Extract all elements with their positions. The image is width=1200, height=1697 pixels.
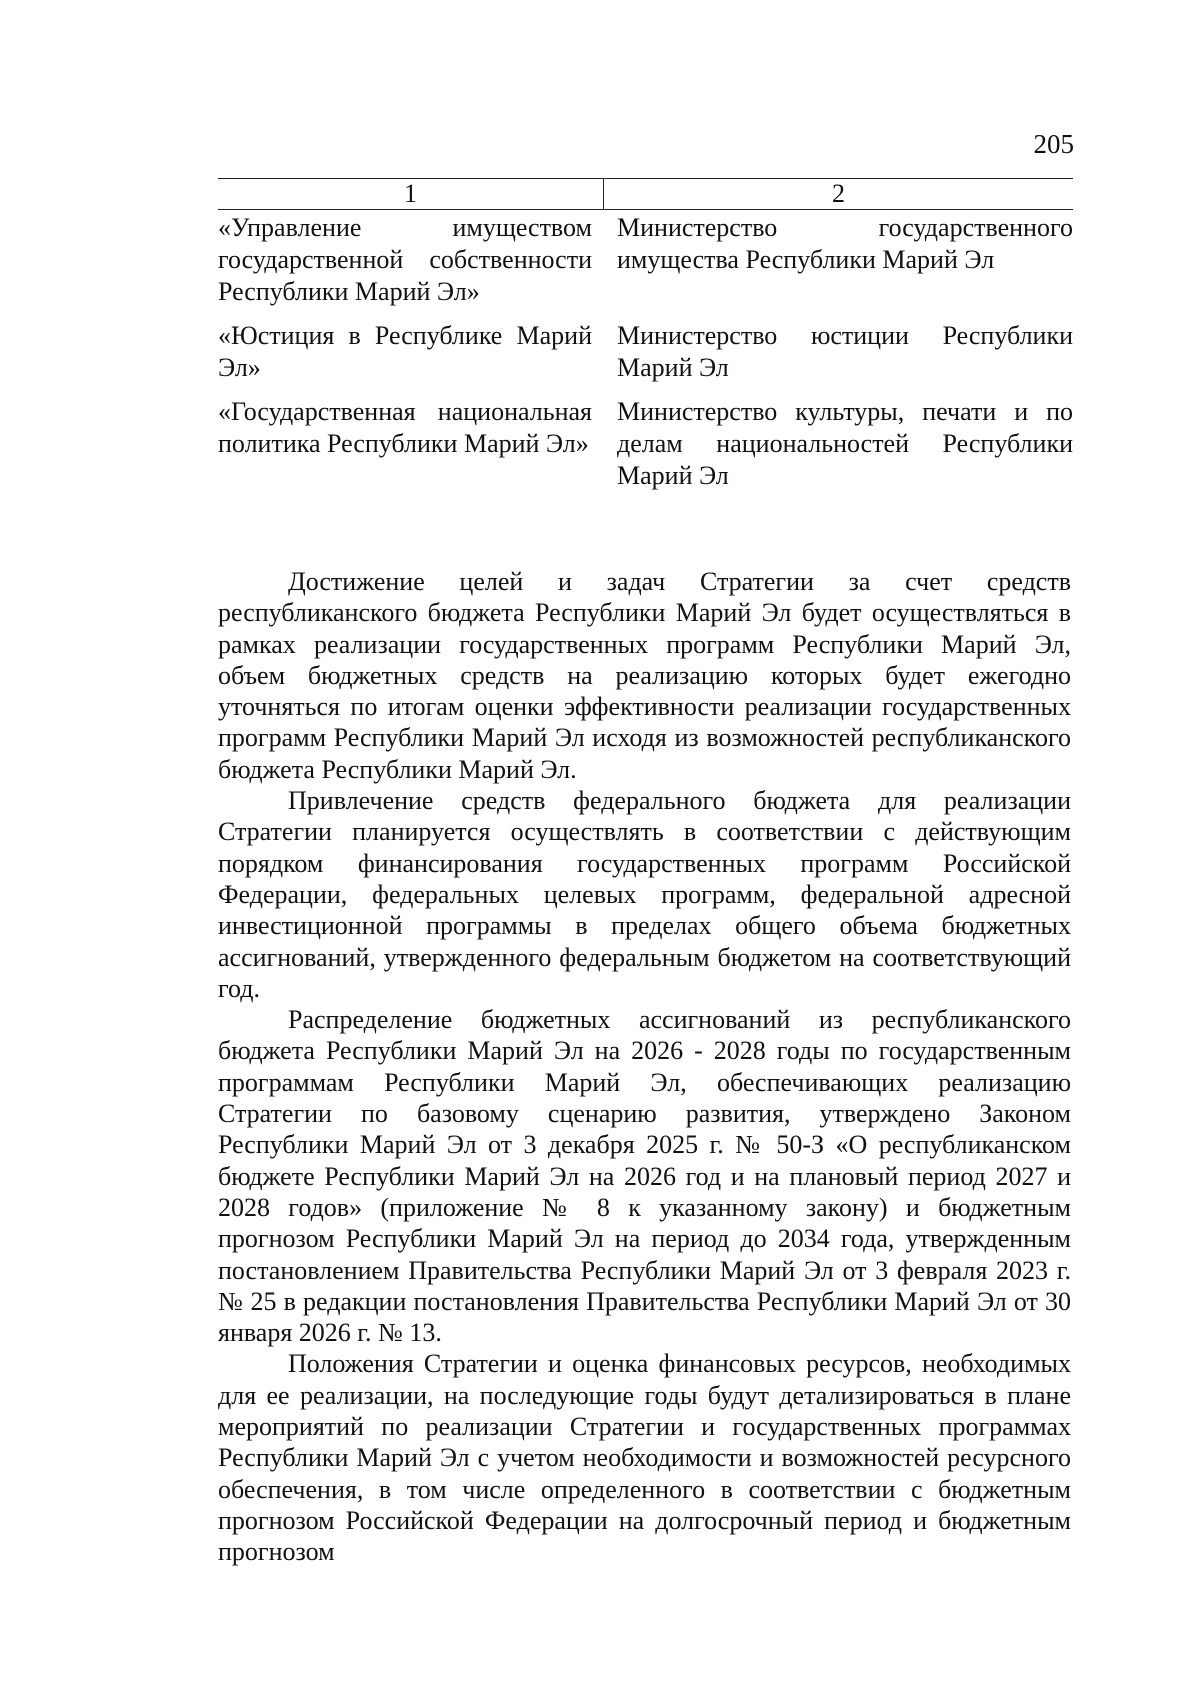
programs-table (218, 178, 1073, 492)
paragraph: Достижение целей и задач Стратегии за счет средств республиканского бюджета Республики Марий Эл будет осуществляться в рамках реализации государственных программ Республики Марий Эл, объем бюджетных средств на реализацию которых будет ежегодно уточняться по итогам оценки эффективности реализации государственных программ Республики Марий Эл исходя из возможностей республиканского бюджета Республики Марий Эл. (218, 567, 1071, 784)
table-row (218, 396, 1073, 492)
executor-cell: Министерство культуры, печати и по делам национальностей Республики Марий Эл (617, 397, 1073, 490)
paragraph: Распределение бюджетных ассигнований из республиканского бюджета Республики Марий Эл на 2026 - 2028 годы по государственным программам Республики Марий Эл, обеспечивающих реализацию Стратегии по базовому сценарию развития, утверждено Законом Республики Марий Эл от 3 декабря 2025 г. № 50-З «О республиканском бюджете Республики Марий Эл на 2026 год и на плановый период 2027 и 2028 годов» (приложение № 8 к указанному закону) и бюджетным прогнозом Республики Марий Эл на период до 2034 года, утвержденным постановлением Правительства Республики Марий Эл от 3 февраля 2023 г. № 25 в редакции постановления Правительства Республики Марий Эл от 30 января 2026 г. № 13. (218, 1005, 1071, 1348)
program-name-cell: «Государственная национальная политика Республики Марий Эл» (218, 397, 592, 458)
paragraph: Положения Стратегии и оценка финансовых ресурсов, необходимых для ее реализации, на последующие годы будут детализироваться в плане мероприятий по реализации Стратегии и государственных программах Республики Марий Эл с учетом необходимости и возможностей ресурсного обеспечения, в том числе определенного в соответствии с бюджетным прогнозом Российской Федерации на долгосрочный период и бюджетным прогнозом (218, 1349, 1071, 1567)
executor-cell: Министерство государственного имущества Республики Марий Эл (617, 213, 1073, 274)
table-header-row (218, 178, 1073, 210)
table-row (218, 320, 1073, 384)
page-number: 205 (1033, 129, 1074, 159)
executor-cell: Министерство юстиции Республики Марий Эл (617, 321, 1073, 382)
body-text (218, 566, 1071, 1568)
table-row (218, 212, 1073, 308)
paragraph: Привлечение средств федерального бюджета для реализации Стратегии планируется осуществлять в соответствии с действующим порядком финансирования государственных программ Российской Федерации, федеральных целевых программ, федеральной адресной инвестиционной программы в пределах общего объема бюджетных ассигнований, утвержденного федеральным бюджетом на соответствующий год. (218, 786, 1071, 1003)
column-header-2: 2 (832, 179, 845, 208)
program-name-cell: «Юстиция в Республике Марий Эл» (218, 321, 592, 382)
column-header-1: 1 (218, 179, 604, 209)
program-name-cell: «Управление имуществом государственной собственности Республики Марий Эл» (218, 213, 592, 306)
